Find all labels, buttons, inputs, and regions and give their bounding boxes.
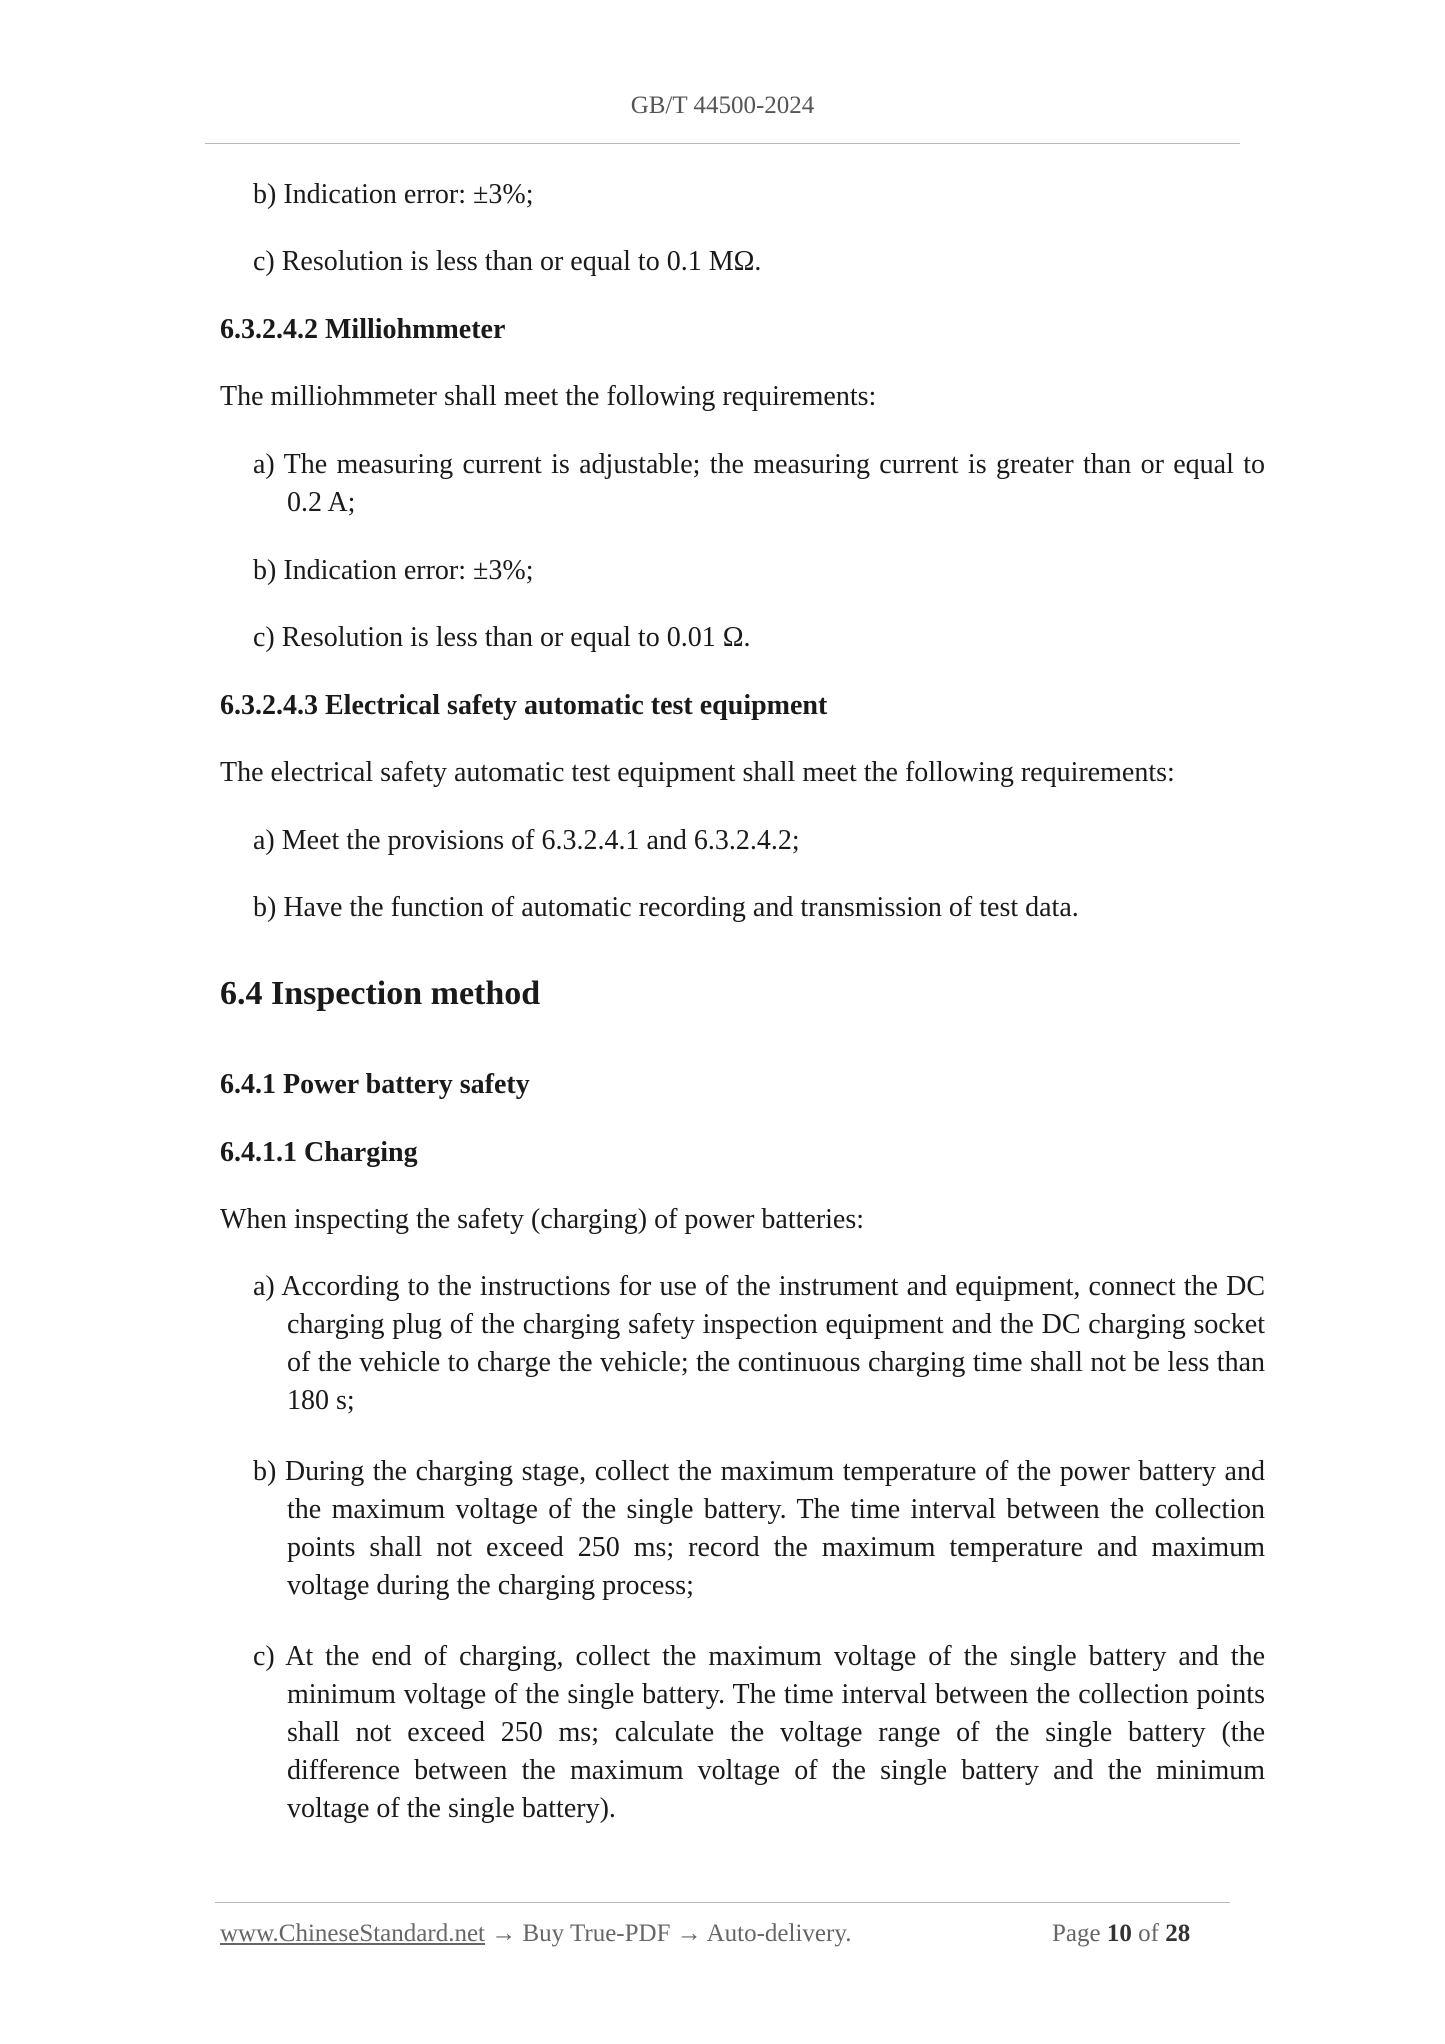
total-pages-number: 28: [1165, 1920, 1191, 1947]
arrow-icon: →: [670, 1920, 707, 1947]
section-heading-electrical-safety: 6.3.2.4.3 Electrical safety automatic test equipment: [220, 690, 828, 721]
subsection-heading-charging: 6.4.1.1 Charging: [220, 1137, 418, 1168]
website-link[interactable]: www.ChineseStandard.net: [220, 1920, 485, 1947]
charging-intro: When inspecting the safety (charging) of power batteries:: [220, 1204, 865, 1235]
item-connect-charging-plug: a) According to the instructions for use of the instrument and equipment, connect the DC charging plug of the charging safety inspection equipment and the DC charging socket of the vehicle to charge the vehicle; the continuous charging time shall not be less than 180 s;: [253, 1271, 1265, 1416]
item-resolution-2: c) Resolution is less than or equal to 0.01 Ω.: [253, 622, 751, 653]
item-resolution-1: c) Resolution is less than or equal to 0.1 MΩ.: [253, 246, 762, 277]
section-heading-milliohmmeter: 6.3.2.4.2 Milliohmmeter: [220, 314, 506, 345]
page-indicator: [1052, 1920, 1190, 1948]
of-label: of: [1138, 1920, 1159, 1947]
buy-true-pdf-text: Buy True-PDF: [522, 1920, 671, 1947]
item-automatic-recording: b) Have the function of automatic recording and transmission of test data.: [253, 892, 1079, 923]
item-indication-error-2: b) Indication error: ±3%;: [253, 555, 534, 586]
arrow-icon: →: [485, 1920, 523, 1947]
item-meet-provisions: a) Meet the provisions of 6.3.2.4.1 and 6.3.2.4.2;: [253, 825, 800, 856]
page-label: Page: [1052, 1920, 1101, 1947]
auto-delivery-text: Auto-delivery.: [706, 1920, 852, 1947]
header-divider: [205, 143, 1240, 144]
item-indication-error-1: b) Indication error: ±3%;: [253, 179, 534, 210]
document-code-header: GB/T 44500-2024: [630, 92, 815, 119]
item-measuring-current: a) The measuring current is adjustable; the measuring current is greater than or equal to 0.2 A;: [253, 449, 1265, 518]
section-heading-inspection-method: 6.4 Inspection method: [220, 975, 541, 1012]
item-collect-during-charging: b) During the charging stage, collect the maximum temperature of the power battery and the maximum voltage of the single battery. The time interval between the collection points shall not exceed 250 ms; record the maximum temperature and maximum voltage during the charging process;: [253, 1456, 1265, 1601]
footer-links: [220, 1920, 851, 1948]
current-page-number: 10: [1106, 1920, 1132, 1947]
item-collect-end-of-charging: c) At the end of charging, collect the maximum voltage of the single battery and the minimum voltage of the single battery. The time interval between the collection points shall not exceed 250 ms; calculate the voltage range of the single battery (the difference between the maximum voltage of the single battery and the minimum voltage of the single battery).: [253, 1641, 1265, 1824]
milliohmmeter-intro: The milliohmmeter shall meet the following requirements:: [220, 381, 877, 412]
footer-divider: [215, 1902, 1230, 1903]
electrical-safety-intro: The electrical safety automatic test equipment shall meet the following requirements:: [220, 757, 1175, 788]
subsection-heading-power-battery: 6.4.1 Power battery safety: [220, 1069, 530, 1100]
